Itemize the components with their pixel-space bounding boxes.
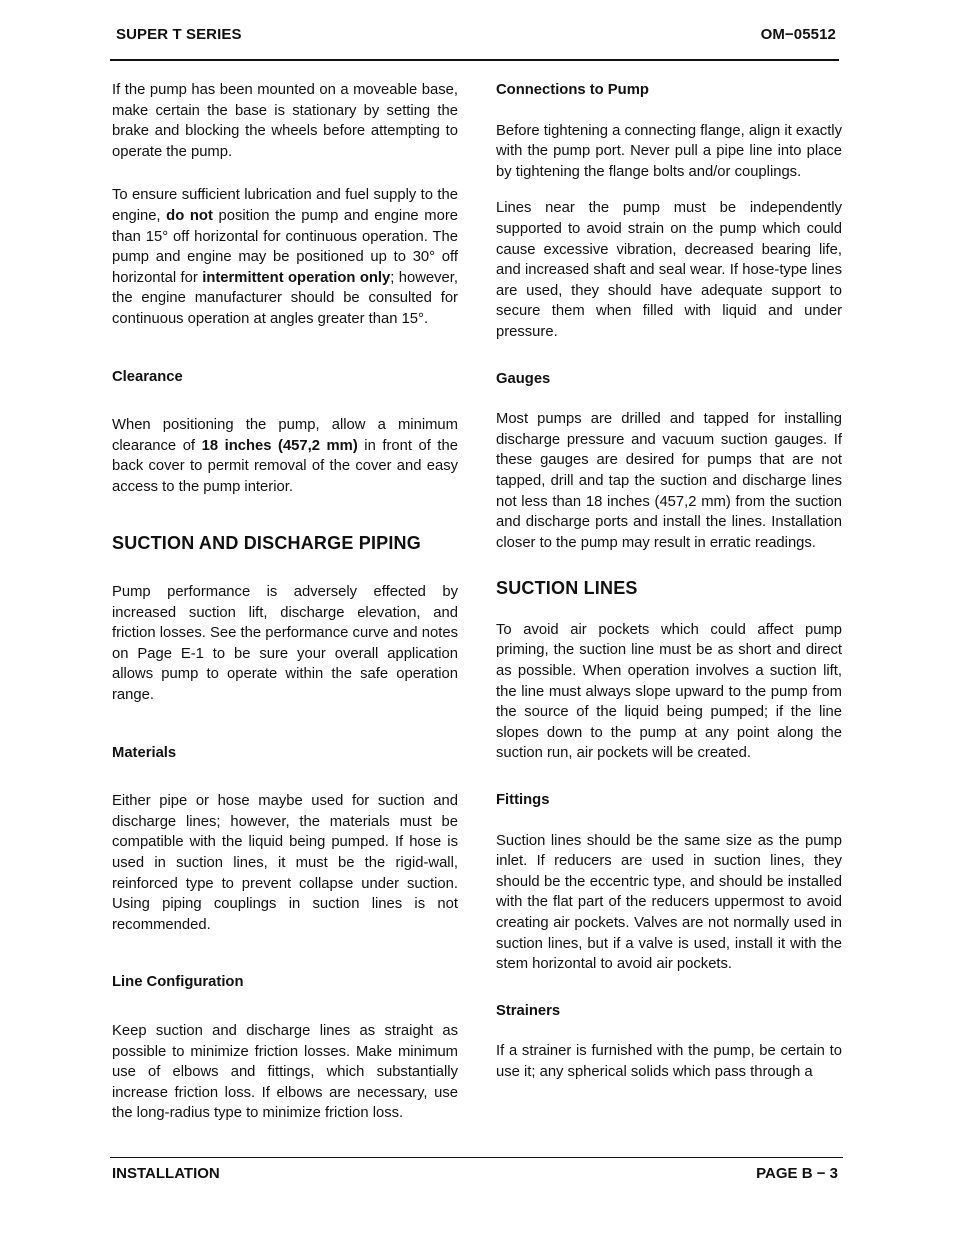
running-footer-section: INSTALLATION (112, 1165, 220, 1182)
suction-lines-paragraph: To avoid air pockets which could affect pump priming, the suction line must be as short and direct as possible. When operation involves a suction lift, the line must always slope upward to the pump from the source of the liquid being pumped; if the line slopes down to the pump at any point along the suction run, air pockets will be created. (496, 621, 842, 762)
lubrication-paragraph (112, 185, 458, 329)
bold-run: intermittent operation only (202, 269, 391, 286)
gauges-paragraph: Most pumps are drilled and tapped for installing discharge pressure and vacuum suction gauges. If these gauges are desired for pumps that are not tapped, drill and tap the suction and discharge lines not less than 18 inches (457,2 mm) from the suction and discharge ports and install the lines. Installation closer to the pump may result in erratic readings. (496, 411, 842, 551)
connections-heading: Connections to Pump (496, 82, 649, 98)
page-number: PAGE B − 3 (756, 1165, 838, 1182)
header-rule (110, 59, 839, 61)
connections-paragraph-2: Lines near the pump must be independently supported to avoid strain on the pump which could cause excessive vibration, decreased bearing life, and increased shaft and seal wear. If hose-type lines are used, they should have adequate support to secure them when filled with liquid and under pressure. (496, 200, 842, 340)
connections-paragraph-1: Before tightening a connecting flange, align it exactly with the pump port. Never pull a pipe line into place by tightening the flange bolts and/or couplings. (496, 122, 842, 180)
text-run: To ensure sufficient lubrication and fuel supply to the engine, (112, 187, 458, 224)
text-run: ; however, the engine manufacturer should be consulted for continuous operation at angles greater than 15°. (112, 269, 458, 327)
text-run: in front of the back cover to permit removal of the cover and easy access to the pump interior. (112, 437, 458, 495)
line-configuration-paragraph: Keep suction and discharge lines as straight as possible to minimize friction losses. Make minimum use of elbows and fittings, which substantially increase friction loss. If elbows are necessary, use the long-radius type to minimize friction loss. (112, 1023, 458, 1122)
bold-run: do not (166, 207, 213, 224)
line-configuration-heading: Line Configuration (112, 974, 244, 991)
text-run: position the pump and engine more than 15° off horizontal for continuous operation. The pump and engine may be positioned up to 30° off horizontal for (112, 207, 458, 286)
suction-lines-heading: SUCTION LINES (496, 578, 638, 599)
suction-discharge-piping-heading: SUCTION AND DISCHARGE PIPING (112, 532, 421, 553)
fittings-heading: Fittings (496, 792, 550, 809)
running-header-series: SUPER T SERIES (116, 26, 242, 43)
clearance-heading: Clearance (112, 368, 183, 385)
clearance-paragraph (112, 415, 458, 497)
materials-paragraph: Either pipe or hose maybe used for suction and discharge lines; however, the materials must be compatible with the liquid being pumped. If hose is used in suction lines, it must be the rigid-wall, reinforced type to prevent collapse under suction. Using piping couplings in suction lines is not recommended. (112, 793, 458, 933)
running-header-doc-number: OM−05512 (760, 26, 836, 43)
piping-paragraph: Pump performance is adversely effected by increased suction lift, discharge elevation, and friction losses. See the performance curve and notes on Page E-1 to be sure your overall application allows pump to operate within the safe operation range. (112, 584, 458, 704)
footer-rule (110, 1157, 843, 1158)
fittings-paragraph: Suction lines should be the same size as the pump inlet. If reducers are used in suction lines, they should be the eccentric type, and should be installed with the flat part of the reducers uppermost to avoid creating air pockets. Valves are not normally used in suction lines, but if a valve is used, install it with the stem horizontal to avoid air pockets. (496, 832, 842, 973)
left-column (112, 79, 458, 1124)
right-column (496, 79, 842, 1083)
gauges-heading: Gauges (496, 370, 551, 387)
strainers-paragraph: If a strainer is furnished with the pump, be certain to use it; any spherical solids which pass through a (496, 1043, 842, 1080)
strainers-heading: Strainers (496, 1002, 561, 1019)
moveable-base-paragraph: If the pump has been mounted on a moveable base, make certain the base is stationary by setting the brake and blocking the wheels before attempting to operate the pump. (112, 82, 458, 160)
text-run: When positioning the pump, allow a minimum clearance of (112, 417, 458, 454)
bold-run: 18 inches (457,2 mm) (201, 437, 358, 454)
materials-heading: Materials (112, 744, 177, 761)
